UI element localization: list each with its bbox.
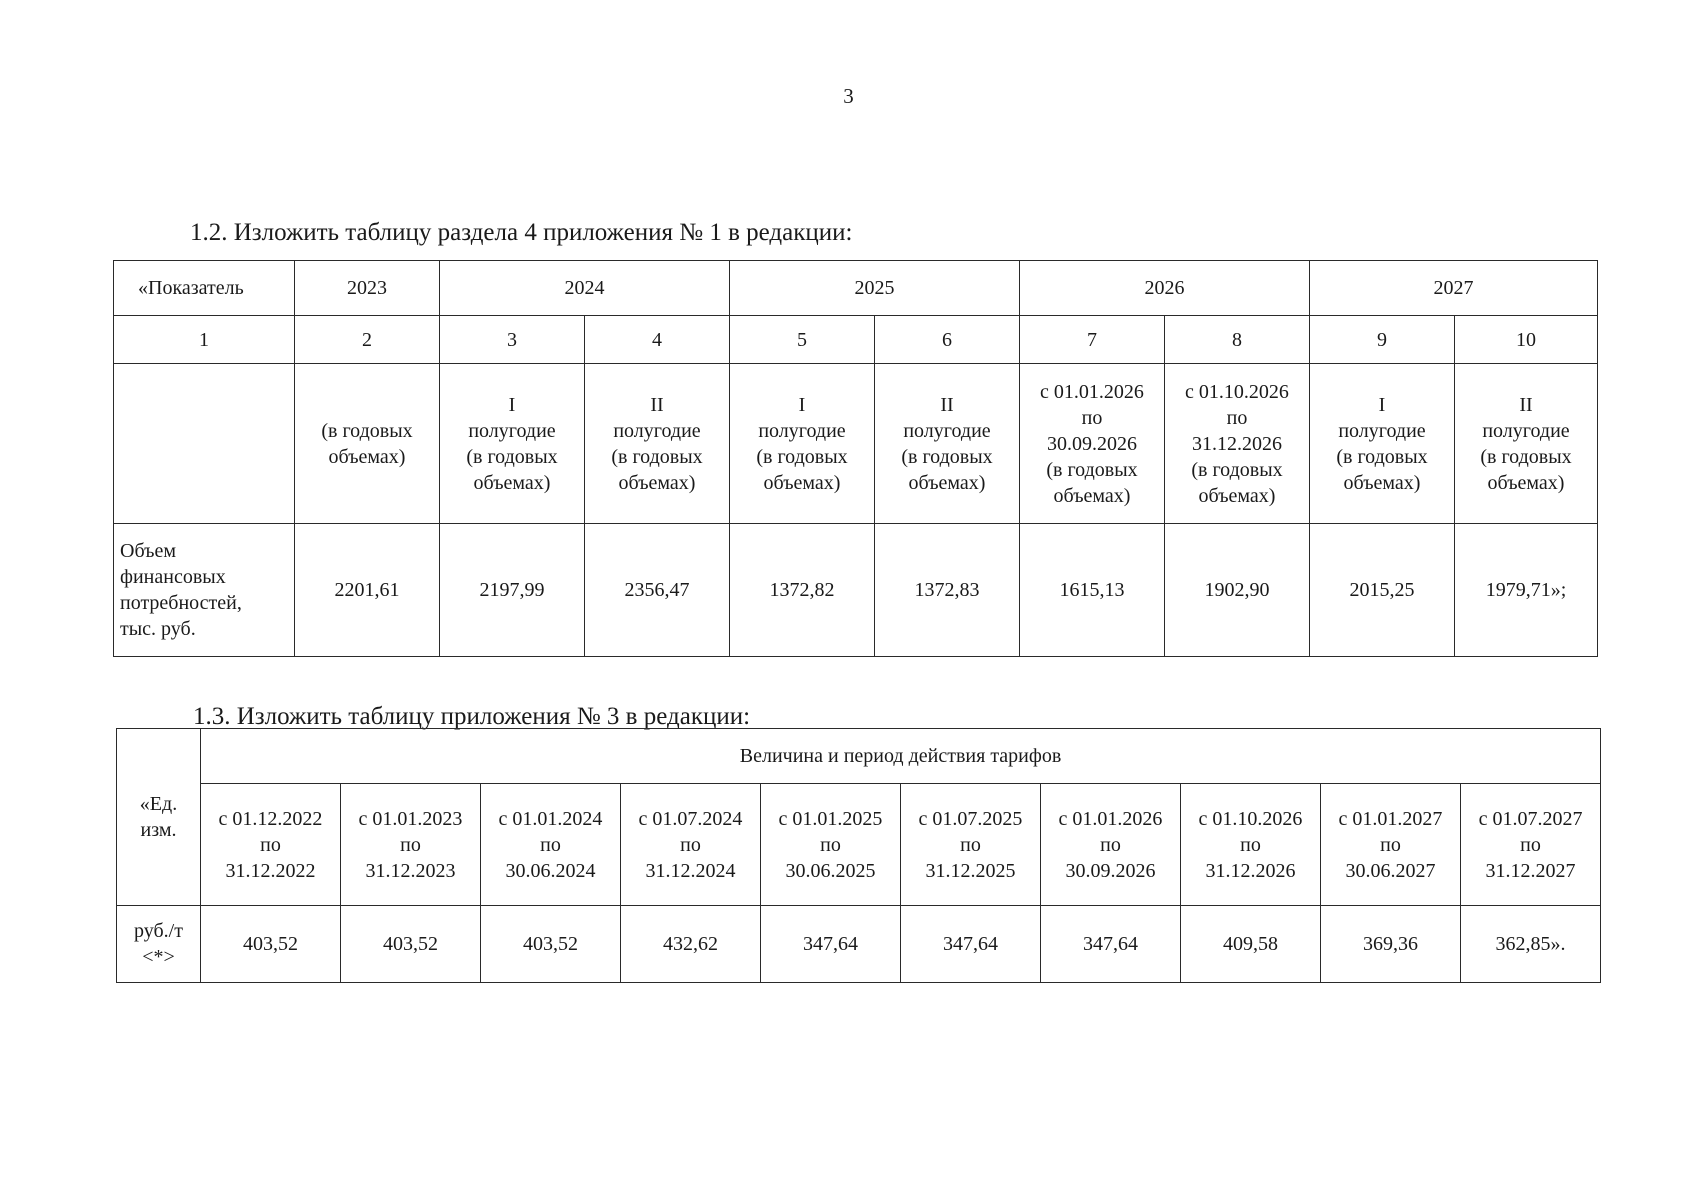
year-header: 2024: [440, 261, 730, 316]
column-number: 7: [1020, 316, 1165, 364]
period-cell: II полугодие (в годовых объемах): [585, 364, 730, 524]
tariff-value-cell: 403,52: [481, 906, 621, 983]
period-cell: с 01.10.2026 по 31.12.2026 (в годовых объемах): [1165, 364, 1310, 524]
tariff-table: [116, 728, 1601, 983]
tariff-period-row: [117, 784, 1601, 906]
tariff-values-row: [117, 906, 1601, 983]
tariff-period-cell: с 01.01.2025 по 30.06.2025: [761, 784, 901, 906]
column-number: 2: [295, 316, 440, 364]
period-cell: с 01.01.2026 по 30.09.2026 (в годовых объемах): [1020, 364, 1165, 524]
page-number: 3: [843, 84, 854, 108]
tariff-value-cell: 432,62: [621, 906, 761, 983]
values-row: [114, 524, 1598, 657]
column-number: 1: [114, 316, 295, 364]
period-cell: (в годовых объемах): [295, 364, 440, 524]
tariff-period-cell: с 01.12.2022 по 31.12.2022: [201, 784, 341, 906]
tariff-value-cell: 347,64: [761, 906, 901, 983]
tariff-title-row: [117, 729, 1601, 784]
period-cell: I полугодие (в годовых объемах): [730, 364, 875, 524]
year-header: 2025: [730, 261, 1020, 316]
unit-header: «Ед. изм.: [117, 729, 201, 906]
financial-needs-table: [113, 260, 1598, 657]
value-cell: 2015,25: [1310, 524, 1455, 657]
value-cell: 2197,99: [440, 524, 585, 657]
indicator-header: «Показатель: [114, 261, 295, 316]
value-cell: 1615,13: [1020, 524, 1165, 657]
column-number: 9: [1310, 316, 1455, 364]
tariff-period-cell: с 01.01.2027 по 30.06.2027: [1321, 784, 1461, 906]
tariff-title: Величина и период действия тарифов: [201, 729, 1601, 784]
period-cell: [114, 364, 295, 524]
section-1-3-heading: 1.3. Изложить таблицу приложения № 3 в редакции:: [193, 703, 751, 730]
period-cell: I полугодие (в годовых объемах): [1310, 364, 1455, 524]
column-number: 3: [440, 316, 585, 364]
period-cell: II полугодие (в годовых объемах): [1455, 364, 1598, 524]
tariff-period-cell: с 01.01.2023 по 31.12.2023: [341, 784, 481, 906]
column-number: 8: [1165, 316, 1310, 364]
value-cell: 1372,83: [875, 524, 1020, 657]
value-cell: 2356,47: [585, 524, 730, 657]
value-cell: 1902,90: [1165, 524, 1310, 657]
year-header-row: [114, 261, 1598, 316]
tariff-value-cell: 409,58: [1181, 906, 1321, 983]
column-number: 10: [1455, 316, 1598, 364]
year-header: 2027: [1310, 261, 1598, 316]
tariff-period-cell: с 01.01.2026 по 30.09.2026: [1041, 784, 1181, 906]
column-number: 6: [875, 316, 1020, 364]
value-cell: 1979,71»;: [1455, 524, 1598, 657]
column-number-row: [114, 316, 1598, 364]
tariff-period-cell: с 01.10.2026 по 31.12.2026: [1181, 784, 1321, 906]
column-number: 5: [730, 316, 875, 364]
tariff-value-cell: 403,52: [341, 906, 481, 983]
value-cell: 2201,61: [295, 524, 440, 657]
tariff-value-cell: 369,36: [1321, 906, 1461, 983]
unit-cell: руб./т <*>: [117, 906, 201, 983]
tariff-value-cell: 362,85».: [1461, 906, 1601, 983]
value-cell: 1372,82: [730, 524, 875, 657]
year-header: 2026: [1020, 261, 1310, 316]
section-1-2-heading: 1.2. Изложить таблицу раздела 4 приложения № 1 в редакции:: [190, 219, 853, 246]
tariff-value-cell: 347,64: [1041, 906, 1181, 983]
row-label: Объем финансовых потребностей, тыс. руб.: [114, 524, 295, 657]
tariff-period-cell: с 01.07.2025 по 31.12.2025: [901, 784, 1041, 906]
period-row: [114, 364, 1598, 524]
period-cell: I полугодие (в годовых объемах): [440, 364, 585, 524]
tariff-period-cell: с 01.01.2024 по 30.06.2024: [481, 784, 621, 906]
year-header: 2023: [295, 261, 440, 316]
column-number: 4: [585, 316, 730, 364]
period-cell: II полугодие (в годовых объемах): [875, 364, 1020, 524]
tariff-value-cell: 403,52: [201, 906, 341, 983]
tariff-value-cell: 347,64: [901, 906, 1041, 983]
tariff-period-cell: с 01.07.2024 по 31.12.2024: [621, 784, 761, 906]
tariff-period-cell: с 01.07.2027 по 31.12.2027: [1461, 784, 1601, 906]
